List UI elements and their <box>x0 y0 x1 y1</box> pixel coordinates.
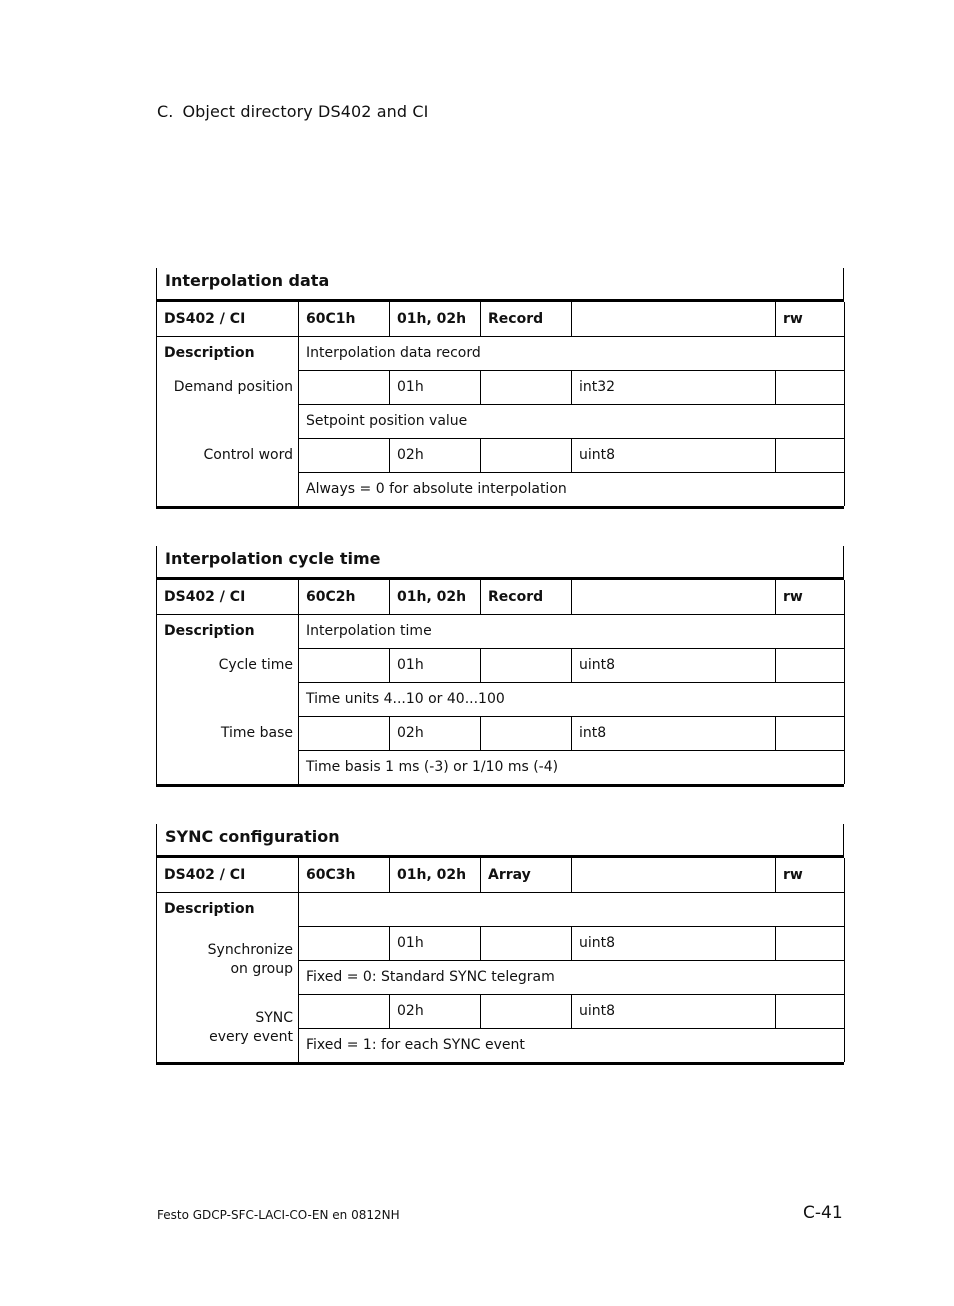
entry-name-line1: SYNC <box>255 1010 293 1026</box>
entry-note: Fixed = 1: for each SYNC event <box>299 1028 845 1062</box>
header-type: Record <box>481 580 572 614</box>
entry-name: Cycle time <box>157 648 299 682</box>
entry-name: Control word <box>157 438 299 472</box>
table-row <box>157 926 845 960</box>
entry-note: Time units 4...10 or 40...100 <box>299 682 845 716</box>
table-title: Interpolation data <box>156 268 844 299</box>
header-label: DS402 / CI <box>157 858 299 892</box>
table-title: Interpolation cycle time <box>156 546 844 577</box>
entry-name <box>157 960 299 994</box>
entry-note: Always = 0 for absolute interpolation <box>299 472 845 506</box>
divider <box>156 506 844 509</box>
entry-subindex: 01h <box>390 926 481 960</box>
entry-name: Time base <box>157 716 299 750</box>
header-subindex: 01h, 02h <box>390 858 481 892</box>
table-row <box>157 404 845 438</box>
entry-note: Fixed = 0: Standard SYNC telegram <box>299 960 845 994</box>
entry-subindex: 01h <box>390 370 481 404</box>
header-access: rw <box>776 302 845 336</box>
section-number: C. <box>157 102 174 121</box>
table-row <box>157 472 845 506</box>
header-index: 60C3h <box>299 858 390 892</box>
entry-name <box>157 1028 299 1062</box>
entry-empty <box>299 648 390 682</box>
entry-empty <box>776 926 845 960</box>
header-subindex: 01h, 02h <box>390 580 481 614</box>
entry-empty <box>776 648 845 682</box>
entry-name-line2: on group <box>230 961 293 977</box>
section-header <box>157 102 428 121</box>
table-row <box>157 716 845 750</box>
table-row <box>157 960 845 994</box>
divider <box>156 784 844 787</box>
entry-empty <box>776 370 845 404</box>
table-row <box>157 336 845 370</box>
object-table-sync-configuration <box>156 824 844 1065</box>
description-label: Description <box>157 892 299 926</box>
entry-subindex: 02h <box>390 716 481 750</box>
table-row <box>157 438 845 472</box>
description-text <box>299 892 845 926</box>
entry-subindex: 02h <box>390 994 481 1028</box>
divider <box>156 1062 844 1065</box>
entry-empty <box>481 716 572 750</box>
entry-empty <box>299 438 390 472</box>
entry-name-line2: every event <box>209 1029 293 1045</box>
object-table <box>156 580 845 784</box>
entry-empty <box>481 648 572 682</box>
entry-name-spacer <box>157 682 299 716</box>
table-row <box>157 648 845 682</box>
entry-name <box>157 994 299 1028</box>
entry-name-spacer <box>157 404 299 438</box>
entry-name <box>157 926 299 960</box>
table-header-row <box>157 580 845 614</box>
entry-note: Setpoint position value <box>299 404 845 438</box>
entry-empty <box>776 716 845 750</box>
table-row <box>157 750 845 784</box>
header-blank <box>572 580 776 614</box>
entry-note: Time basis 1 ms (-3) or 1/10 ms (-4) <box>299 750 845 784</box>
header-blank <box>572 302 776 336</box>
object-table-interpolation-cycle-time <box>156 546 844 787</box>
object-table <box>156 302 845 506</box>
table-row <box>157 614 845 648</box>
description-label: Description <box>157 336 299 370</box>
entry-empty <box>481 926 572 960</box>
header-label: DS402 / CI <box>157 302 299 336</box>
table-row <box>157 892 845 926</box>
table-row <box>157 1028 845 1062</box>
entry-name-spacer <box>157 472 299 506</box>
entry-datatype: int32 <box>572 370 776 404</box>
entry-datatype: uint8 <box>572 994 776 1028</box>
entry-empty <box>481 994 572 1028</box>
object-table-interpolation-data <box>156 268 844 509</box>
entry-empty <box>299 716 390 750</box>
table-header-row <box>157 302 845 336</box>
entry-datatype: uint8 <box>572 438 776 472</box>
header-type: Array <box>481 858 572 892</box>
header-label: DS402 / CI <box>157 580 299 614</box>
entry-empty <box>299 926 390 960</box>
header-type: Record <box>481 302 572 336</box>
entry-datatype: uint8 <box>572 648 776 682</box>
header-access: rw <box>776 580 845 614</box>
entry-empty <box>776 994 845 1028</box>
entry-empty <box>299 994 390 1028</box>
entry-name-line1: Synchronize <box>207 942 293 958</box>
entry-empty <box>776 438 845 472</box>
entry-empty <box>481 370 572 404</box>
footer-document-id: Festo GDCP-SFC-LACI-CO-EN en 0812NH <box>157 1208 400 1222</box>
header-index: 60C1h <box>299 302 390 336</box>
section-title: Object directory DS402 and CI <box>182 102 429 121</box>
entry-subindex: 02h <box>390 438 481 472</box>
table-header-row <box>157 858 845 892</box>
table-row <box>157 682 845 716</box>
page-number: C-41 <box>803 1203 843 1223</box>
entry-subindex: 01h <box>390 648 481 682</box>
description-label: Description <box>157 614 299 648</box>
description-text: Interpolation time <box>299 614 845 648</box>
table-row <box>157 370 845 404</box>
header-subindex: 01h, 02h <box>390 302 481 336</box>
object-table <box>156 858 845 1062</box>
table-row <box>157 994 845 1028</box>
entry-datatype: int8 <box>572 716 776 750</box>
description-text: Interpolation data record <box>299 336 845 370</box>
table-title: SYNC configuration <box>156 824 844 855</box>
header-index: 60C2h <box>299 580 390 614</box>
header-access: rw <box>776 858 845 892</box>
entry-name-spacer <box>157 750 299 784</box>
entry-empty <box>299 370 390 404</box>
header-blank <box>572 858 776 892</box>
entry-empty <box>481 438 572 472</box>
entry-name: Demand position <box>157 370 299 404</box>
entry-datatype: uint8 <box>572 926 776 960</box>
